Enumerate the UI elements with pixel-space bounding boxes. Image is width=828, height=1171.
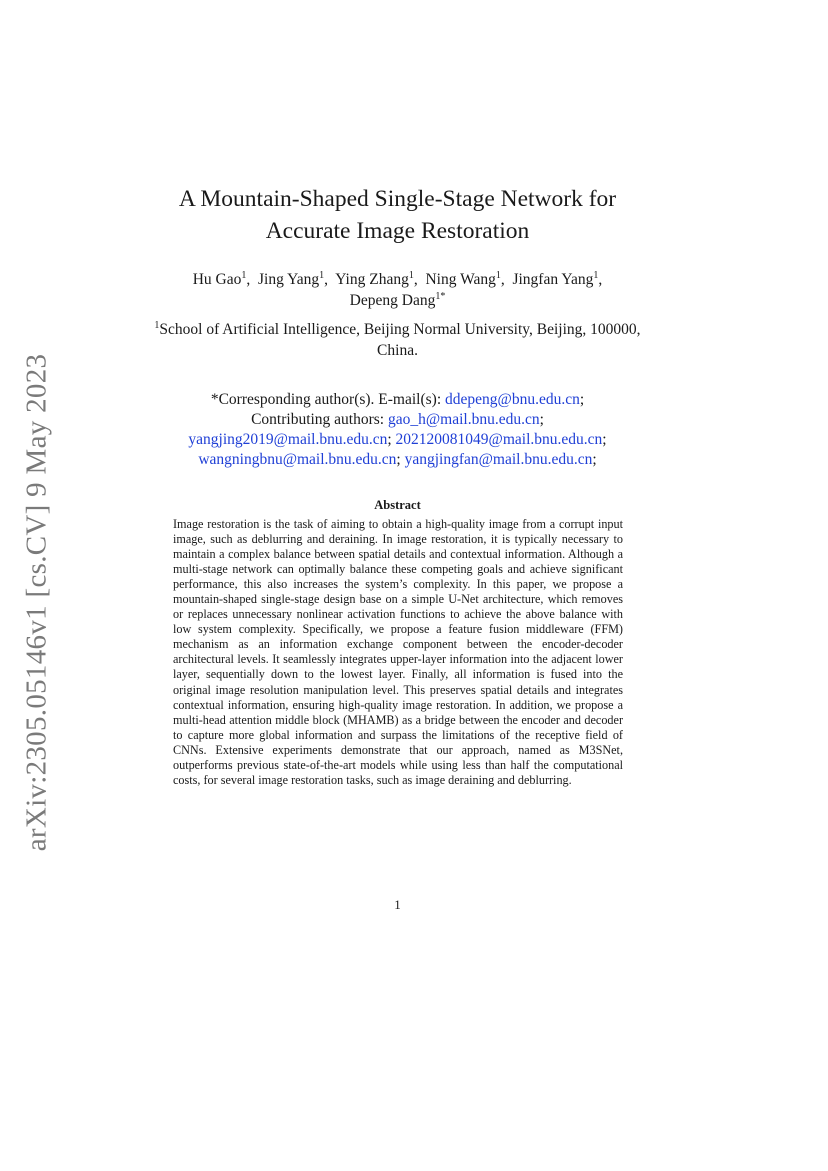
arxiv-identifier: arXiv:2305.05146v1 [cs.CV] 9 May 2023 (20, 353, 53, 852)
corresponding-label: *Corresponding author(s). E-mail(s): (210, 391, 442, 408)
author: Ying Zhang$^1$, (335, 269, 418, 288)
author-name: Depeng Dang (349, 292, 436, 309)
separator: ; (396, 451, 401, 468)
author-affil-mark: 1 (408, 269, 414, 281)
email-link[interactable]: yangjing2019@mail.bnu.edu.cn (188, 431, 388, 448)
author: Ning Wang$^1$, (425, 269, 505, 288)
separator: ; (539, 411, 544, 428)
email-link[interactable]: wangningbnu@mail.bnu.edu.cn (198, 451, 397, 468)
email-link[interactable]: gao_h@mail.bnu.edu.cn (388, 411, 540, 428)
author-affil-mark: 1 (593, 269, 599, 281)
email-link[interactable]: yangjingfan@mail.bnu.edu.cn (404, 451, 593, 468)
author-name: Jing Yang (257, 271, 320, 288)
separator: ; (592, 451, 597, 468)
author: Jing Yang$^1$, (257, 269, 329, 288)
corresponding-email-link[interactable]: ddepeng@bnu.edu.cn (445, 391, 580, 408)
author: Jingfan Yang$^1$, (512, 269, 603, 288)
separator: ; (602, 431, 607, 448)
author-affil-mark: 1 (495, 269, 501, 281)
email-link[interactable]: 202120081049@mail.bnu.edu.cn (395, 431, 603, 448)
contributing-label: Contributing authors: (251, 411, 385, 428)
affiliation-mark: 1 (154, 319, 160, 331)
contact-block (150, 390, 645, 470)
affiliation-text: School of Artificial Intelligence, Beijing Normal University, Beijing, 100000, China. (159, 321, 641, 359)
author-list (150, 269, 645, 311)
author-affil-mark: 1 (241, 269, 247, 281)
author: Hu Gao$^1$, (192, 269, 251, 288)
paper-title: A Mountain-Shaped Single-Stage Network for Accurate Image Restoration (178, 186, 617, 244)
separator: ; (579, 391, 585, 408)
affiliation (150, 319, 645, 361)
separator: ; (387, 431, 392, 448)
page-number: 1 (394, 897, 401, 912)
author-name: Ying Zhang (335, 271, 409, 288)
author-name: Jingfan Yang (512, 271, 594, 288)
author-affil-mark: 1 (319, 269, 325, 281)
abstract-body: Image restoration is the task of aiming to obtain a high-quality image from a corrupt input image, such as deblurring and deraining. In image restoration, it is typically necessary to maintain a complex balance between spatial details and contextual information. Although a multi-stage network can optimally balance these competing goals and achieve significant performance, this also increases the system’s complexity. In this paper, we propose a mountain-shaped single-stage design base on a simple U-Net architecture, which removes or replaces unnecessary nonlinear activation functions to achieve the above balance with low system complexity. Specifically, we propose a feature fusion middleware (FFM) mechanism as an information exchange component between the encoder-decoder architectural levels. It seamlessly integrates upper-layer information into the adjacent lower layer, sequentially down to the lowest layer. Finally, all information is fused into the original image resolution manipulation level. This preserves spatial details and integrates contextual information, ensuring high-quality image restoration. In addition, we propose a multi-head attention middle block (MHAMB) as a bridge between the encoder and decoder to capture more global information and surpass the limitations of the receptive field of CNNs. Extensive experiments demonstrate that our approach, named as M3SNet, outperforms previous state-of-the-art models while using less than half the computational costs, for several image restoration tasks, such as image deraining and deblurring. (173, 517, 623, 787)
author-name: Hu Gao (192, 271, 242, 288)
author-name: Ning Wang (425, 271, 496, 288)
author-affil-mark: 1* (435, 290, 446, 302)
author (350, 292, 446, 309)
arxiv-sidebar (20, 353, 54, 852)
abstract-heading: Abstract (374, 498, 421, 512)
